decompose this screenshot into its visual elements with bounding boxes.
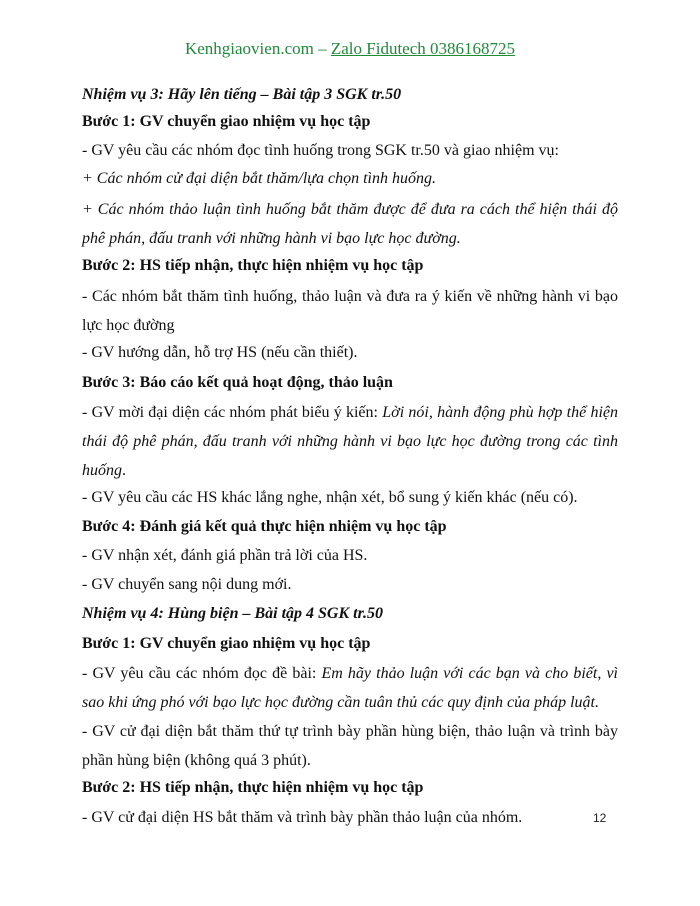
header-separator: – [313,39,331,58]
t3-step3-line1-lead: - GV mời đại diện các nhóm phát biểu ý kiến: [82,404,383,421]
task4-title: Nhiệm vụ 4: Hùng biện – Bài tập 4 SGK tr.50 [82,605,383,622]
header-contact-link[interactable]: Zalo Fidutech 0386168725 [330,39,516,58]
t3-step1-line1: - GV yêu cầu các nhóm đọc tình huống trong SGK tr.50 và giao nhiệm vụ: [82,142,559,159]
t3-step2-line1: - Các nhóm bắt thăm tình huống, thảo luận và đưa ra ý kiến về những hành vi bạo lực học đường [82,288,618,334]
t3-step4-heading: Bước 4: Đánh giá kết quả thực hiện nhiệm vụ học tập [82,518,447,535]
t3-step4-line1: - GV nhận xét, đánh giá phần trả lời của HS. [82,547,368,564]
t4-step1-line1-lead: - GV yêu cầu các nhóm đọc đề bài: [82,665,322,682]
t4-step1-line1 [82,659,618,717]
t3-step3-line2: - GV yêu cầu các HS khác lắng nghe, nhận xét, bổ sung ý kiến khác (nếu có). [82,489,578,506]
t4-step1-heading: Bước 1: GV chuyển giao nhiệm vụ học tập [82,635,371,652]
t3-step3-line1-quote: Lời nói, hành động phù hợp thể hiện thái độ phê phán, đấu tranh với những hành vi bạo lực học đường trong các tình huống [82,404,618,479]
t4-step1-line1-quote: Em hãy thảo luận với các bạn và cho biết, vì sao khi ứng phó với bạo lực học đường cần tuân thủ các quy định của pháp luật. [82,665,618,711]
header-site[interactable]: Kenhgiaovien.com [184,39,314,58]
t3-step3-line1-end: . [122,462,126,479]
t3-step3-heading: Bước 3: Báo cáo kết quả hoạt động, thảo luận [82,374,393,391]
t4-step2-line1: - GV cử đại diện HS bắt thăm và trình bày phần thảo luận của nhóm. [82,809,523,826]
t3-step1-line3: + Các nhóm thảo luận tình huống bắt thăm được để đưa ra cách thể hiện thái độ phê phán, đấu tranh với những hành vi bạo lực học đường. [82,201,618,247]
t3-step1-line2: + Các nhóm cử đại diện bắt thăm/lựa chọn tình huống. [82,170,436,187]
t4-step2-heading: Bước 2: HS tiếp nhận, thực hiện nhiệm vụ học tập [82,779,424,796]
t3-step2-heading: Bước 2: HS tiếp nhận, thực hiện nhiệm vụ học tập [82,257,424,274]
page-number: 12 [593,811,607,825]
document-body [82,82,618,834]
page-header [0,39,700,59]
t3-step3-line1 [82,398,618,485]
t3-step1-heading: Bước 1: GV chuyển giao nhiệm vụ học tập [82,113,371,130]
task3-title: Nhiệm vụ 3: Hãy lên tiếng – Bài tập 3 SGK tr.50 [82,86,402,103]
t3-step2-line2: - GV hướng dẫn, hỗ trợ HS (nếu cần thiết). [82,344,358,361]
t3-step4-line2: - GV chuyển sang nội dung mới. [82,576,292,593]
t4-step1-line2: - GV cử đại diện bắt thăm thứ tự trình bày phần hùng biện, thảo luận và trình bày phần hùng biện (không quá 3 phút). [82,723,618,769]
